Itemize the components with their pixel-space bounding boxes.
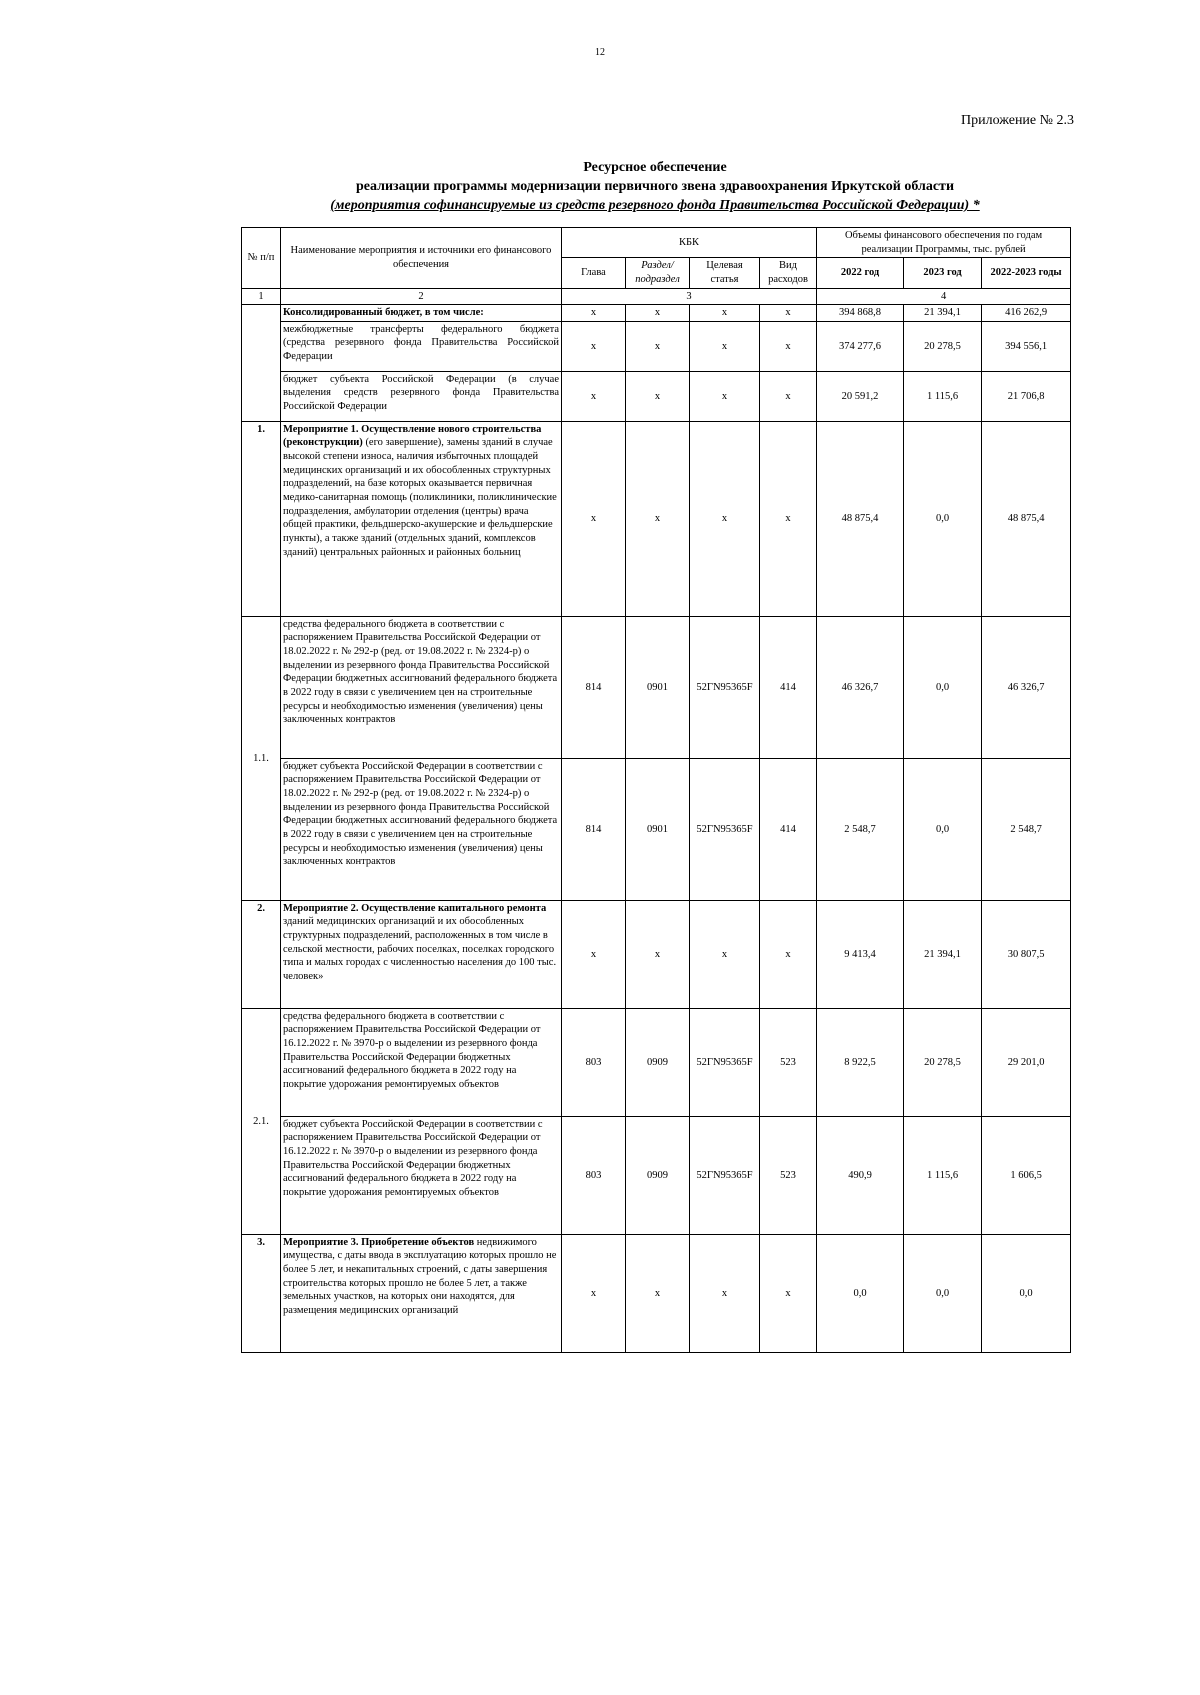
- cell-celevaya: х: [690, 321, 760, 371]
- row-name-bold: Мероприятие 2. Осуществление капитального ремонта: [283, 902, 547, 914]
- table-row: [242, 758, 1071, 900]
- cell-total: 0,0: [982, 1234, 1071, 1352]
- row-name-rest: недвижимого имущества, с даты ввода в эксплуатацию которых прошло не более 5 лет, и некапитальных строений, с даты завершения строительства которых прошло не более 5 лет, а также земельных участков, на которых они находятся, для размещения медицинских организаций: [283, 1236, 557, 1317]
- cell-2023: 1 115,6: [904, 371, 982, 421]
- row-name: [281, 421, 562, 616]
- cell-2023: 21 394,1: [904, 305, 982, 322]
- row-name: межбюджетные трансферты федерального бюджета (средства резервного фонда Правительства Российской Федерации: [281, 321, 562, 371]
- cell-celevaya: 52ГN95365F: [690, 1116, 760, 1234]
- table-row: [242, 1008, 1071, 1116]
- cell-vid: 523: [760, 1116, 817, 1234]
- cell-total: 48 875,4: [982, 421, 1071, 616]
- cell-vid: 414: [760, 758, 817, 900]
- row-name: [281, 1234, 562, 1352]
- header-razdel: Раздел/ подраздел: [626, 258, 690, 288]
- cell-glava: х: [562, 1234, 626, 1352]
- row-name: Консолидированный бюджет, в том числе:: [281, 305, 562, 322]
- cell-glava: 803: [562, 1008, 626, 1116]
- cell-razdel: х: [626, 321, 690, 371]
- cell-2022: 2 548,7: [817, 758, 904, 900]
- cell-vid: х: [760, 900, 817, 1008]
- cell-razdel: х: [626, 305, 690, 322]
- cell-razdel: х: [626, 1234, 690, 1352]
- cell-2022: 0,0: [817, 1234, 904, 1352]
- appendix-label: Приложение № 2.3: [961, 113, 1074, 128]
- cell-celevaya: х: [690, 900, 760, 1008]
- cell-2023: 1 115,6: [904, 1116, 982, 1234]
- row-name: бюджет субъекта Российской Федерации в соответствии с распоряжением Правительства Российской Федерации от 16.12.2022 г. № 3970-р о выделении из резервного фонда Правительства Российской Федерации бюджетных ассигнований федерального бюджета в 2022 году на покрытие удорожания ремонтируемых объектов: [281, 1116, 562, 1234]
- cell-glava: 814: [562, 616, 626, 758]
- cell-2023: 20 278,5: [904, 1008, 982, 1116]
- cell-2023: 21 394,1: [904, 900, 982, 1008]
- cell-total: 416 262,9: [982, 305, 1071, 322]
- cell-celevaya: 52ГN95365F: [690, 758, 760, 900]
- col-number-1: 1: [242, 288, 281, 305]
- cell-glava: х: [562, 421, 626, 616]
- table-row: [242, 371, 1071, 421]
- header-celevaya: Целевая статья: [690, 258, 760, 288]
- cell-vid: х: [760, 421, 817, 616]
- cell-razdel: х: [626, 421, 690, 616]
- cell-total: 46 326,7: [982, 616, 1071, 758]
- col-number-3: 3: [562, 288, 817, 305]
- cell-2022: 490,9: [817, 1116, 904, 1234]
- title-line-1: Ресурсное обеспечение: [583, 160, 727, 175]
- cell-glava: х: [562, 371, 626, 421]
- cell-2023: 0,0: [904, 421, 982, 616]
- row-name: средства федерального бюджета в соответствии с распоряжением Правительства Российской Федерации от 16.12.2022 г. № 3970-р о выделении из резервного фонда Правительства Российской Федерации бюджетных ассигнований федерального бюджета в 2022 году на покрытие удорожания ремонтируемых объектов: [281, 1008, 562, 1116]
- header-2022: 2022 год: [817, 258, 904, 288]
- cell-celevaya: х: [690, 1234, 760, 1352]
- cell-celevaya: х: [690, 305, 760, 322]
- cell-celevaya: 52ГN95365F: [690, 1008, 760, 1116]
- cell-razdel: 0909: [626, 1008, 690, 1116]
- table-row: [242, 321, 1071, 371]
- cell-glava: х: [562, 900, 626, 1008]
- column-number-row: [242, 288, 1071, 305]
- cell-celevaya: х: [690, 371, 760, 421]
- cell-razdel: х: [626, 371, 690, 421]
- cell-2022: 48 875,4: [817, 421, 904, 616]
- row-name: [281, 900, 562, 1008]
- col-number-2: 2: [281, 288, 562, 305]
- table-row: [242, 1116, 1071, 1234]
- row-num: 1.1.: [242, 616, 281, 900]
- row-name: средства федерального бюджета в соответствии с распоряжением Правительства Российской Федерации от 18.02.2022 г. № 292-р (ред. от 19.08.2022 г. № 2324-р) о выделении из резервного фонда Правительства Российской Федерации бюджетных ассигнований федерального бюджета в 2022 году в связи с увеличением цен на строительные ресурсы и необходимостью изменения (увеличения) цены заключенных контрактов: [281, 616, 562, 758]
- cell-razdel: х: [626, 900, 690, 1008]
- row-name: бюджет субъекта Российской Федерации (в случае выделения средств резервного фонда Правительства Российской Федерации: [281, 371, 562, 421]
- cell-total: 2 548,7: [982, 758, 1071, 900]
- cell-total: 30 807,5: [982, 900, 1071, 1008]
- row-num: 2.1.: [242, 1008, 281, 1234]
- cell-2022: 394 868,8: [817, 305, 904, 322]
- cell-glava: 803: [562, 1116, 626, 1234]
- cell-2023: 0,0: [904, 616, 982, 758]
- cell-razdel: 0901: [626, 616, 690, 758]
- header-2023: 2023 год: [904, 258, 982, 288]
- cell-celevaya: 52ГN95365F: [690, 616, 760, 758]
- resource-table: [241, 227, 1071, 1353]
- table-row: [242, 305, 1071, 322]
- cell-vid: х: [760, 1234, 817, 1352]
- row-name-rest: зданий медицинских организаций и их обособленных структурных подразделений, расположенных в том числе в сельской местности, рабочих поселках, поселках городского типа и малых городах с численностью населения до 100 тыс. человек»: [283, 916, 557, 983]
- cell-vid: 523: [760, 1008, 817, 1116]
- cell-glava: х: [562, 305, 626, 322]
- table-row: [242, 421, 1071, 616]
- cell-vid: х: [760, 371, 817, 421]
- cell-2022: 374 277,6: [817, 321, 904, 371]
- row-name-bold: Мероприятие 1. Осуществление нового строительства (реконструкции): [283, 423, 542, 449]
- header-num: № п/п: [242, 228, 281, 289]
- cell-glava: 814: [562, 758, 626, 900]
- row-name: бюджет субъекта Российской Федерации в соответствии с распоряжением Правительства Российской Федерации от 18.02.2022 г. № 292-р (ред. от 19.08.2022 г. № 2324-р) о выделении из резервного фонда Правительства Российской Федерации бюджетных ассигнований федерального бюджета в 2022 году в связи с увеличением цен на строительные ресурсы и необходимостью изменения (увеличения) цены заключенных контрактов: [281, 758, 562, 900]
- cell-razdel: 0909: [626, 1116, 690, 1234]
- document-title: [240, 158, 1070, 215]
- table-row: [242, 900, 1071, 1008]
- table-row: [242, 1234, 1071, 1352]
- col-number-4: 4: [817, 288, 1071, 305]
- cell-2022: 20 591,2: [817, 371, 904, 421]
- cell-razdel: 0901: [626, 758, 690, 900]
- cell-2022: 8 922,5: [817, 1008, 904, 1116]
- cell-2023: 20 278,5: [904, 321, 982, 371]
- cell-total: 21 706,8: [982, 371, 1071, 421]
- cell-vid: х: [760, 305, 817, 322]
- cell-total: 29 201,0: [982, 1008, 1071, 1116]
- cell-vid: х: [760, 321, 817, 371]
- cell-vid: 414: [760, 616, 817, 758]
- cell-celevaya: х: [690, 421, 760, 616]
- header-row-1: [242, 228, 1071, 258]
- header-volumes: Объемы финансового обеспечения по годам реализации Программы, тыс. рублей: [817, 228, 1071, 258]
- cell-2023: 0,0: [904, 758, 982, 900]
- cell-total: 1 606,5: [982, 1116, 1071, 1234]
- table-row: [242, 616, 1071, 758]
- title-line-3: (мероприятия софинансируемые из средств резервного фонда Правительства Российской Федерации) *: [330, 198, 980, 213]
- header-kbk: КБК: [562, 228, 817, 258]
- header-glava: Глава: [562, 258, 626, 288]
- row-name-rest: (его завершение), замены зданий в случае высокой степени износа, наличия избыточных площадей медицинских организаций и их обособленных структурных подразделений, на базе которых оказывается первичная медико-санитарная помощь (поликлиники, поликлинические подразделения, амбулатории отделения (центры) врача общей практики, фельдшерско-акушерские и фельдшерские пункты), а также зданий (отдельных зданий, комплексов зданий) центральных районных и районных больниц: [283, 437, 557, 558]
- title-line-2: реализации программы модернизации первичного звена здравоохранения Иркутской области: [355, 179, 955, 194]
- row-num: 3.: [242, 1234, 281, 1352]
- row-num: 1.: [242, 421, 281, 616]
- cell-total: 394 556,1: [982, 321, 1071, 371]
- cell-glava: х: [562, 321, 626, 371]
- header-name: Наименование мероприятия и источники его финансового обеспечения: [281, 228, 562, 289]
- header-vid: Вид расходов: [760, 258, 817, 288]
- row-num: 2.: [242, 900, 281, 1008]
- cell-2022: 9 413,4: [817, 900, 904, 1008]
- cell-2022: 46 326,7: [817, 616, 904, 758]
- cell-2023: 0,0: [904, 1234, 982, 1352]
- row-num: [242, 305, 281, 422]
- row-name-bold: Мероприятие 3. Приобретение объектов: [283, 1236, 475, 1248]
- page-number: 12: [595, 47, 605, 58]
- header-total: 2022-2023 годы: [982, 258, 1071, 288]
